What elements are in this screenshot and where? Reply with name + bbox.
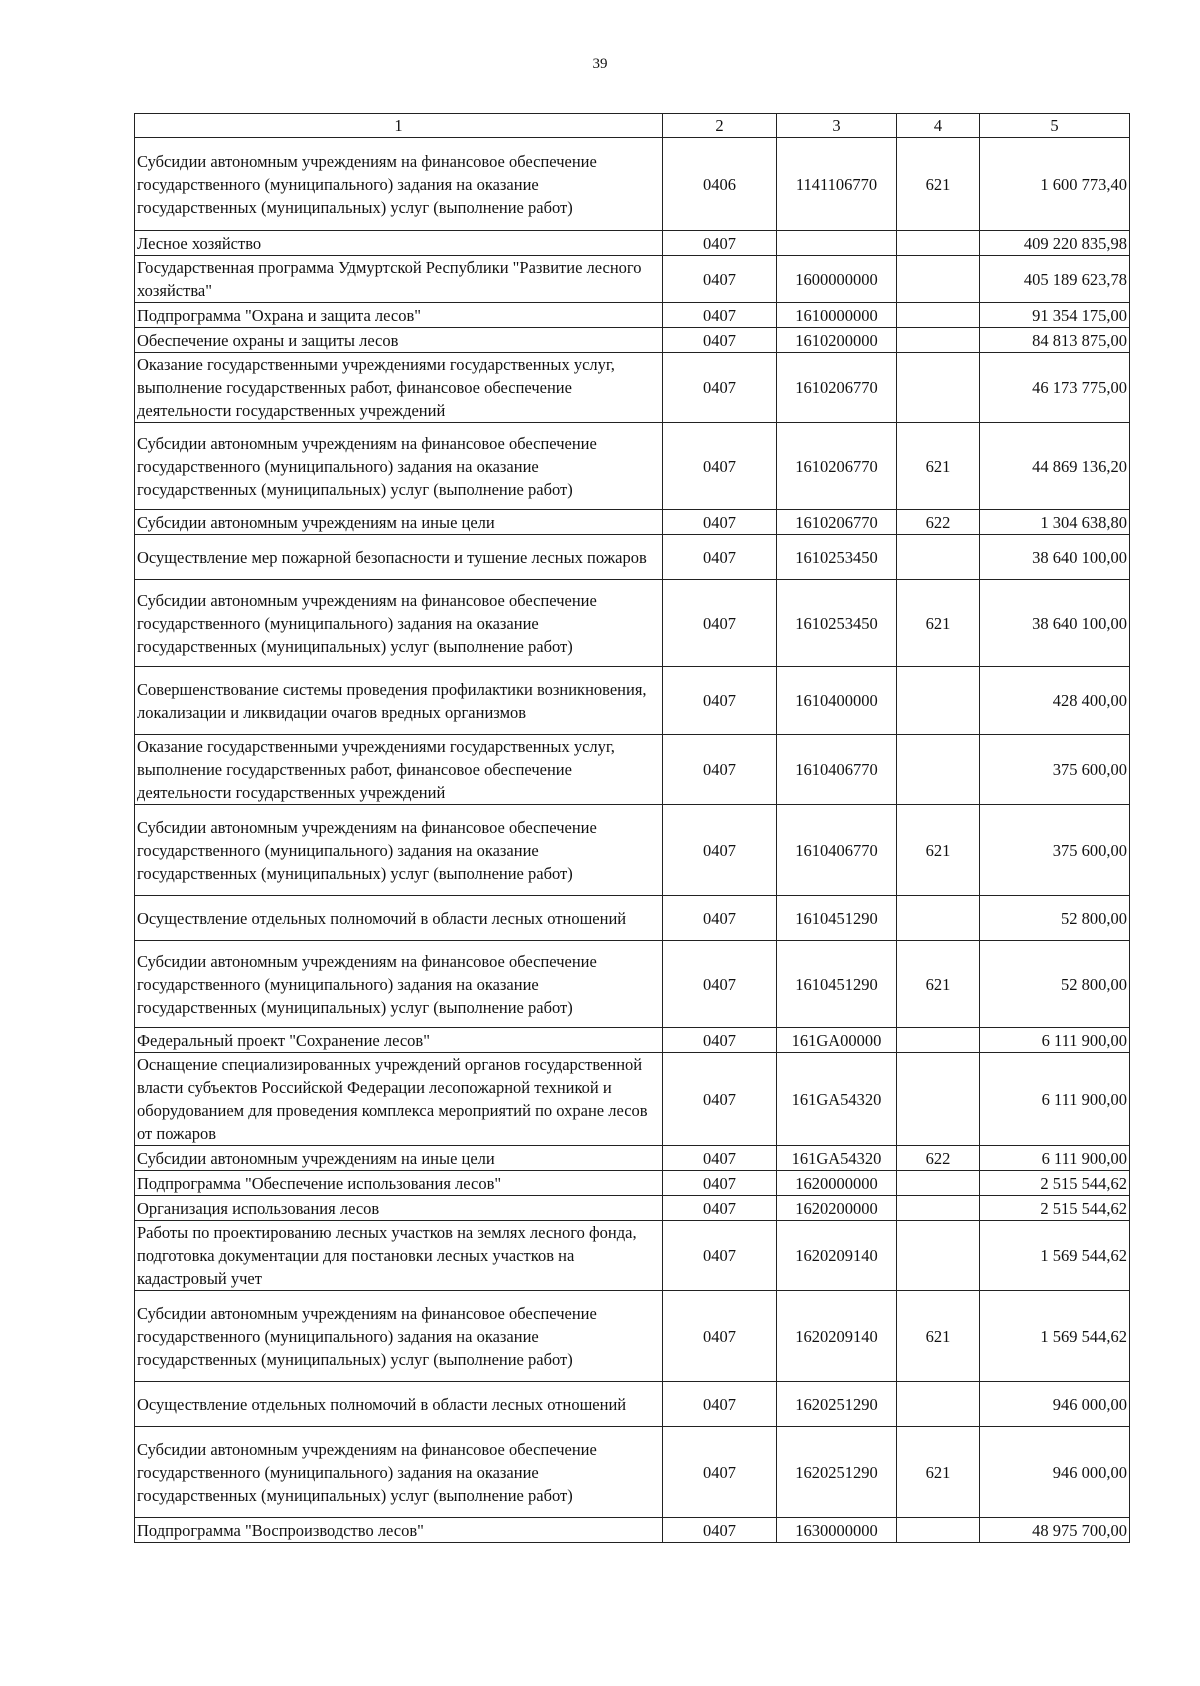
row-expense-type: 621 <box>897 805 980 896</box>
row-section-code: 0407 <box>663 328 777 353</box>
row-target-code: 1610000000 <box>777 303 897 328</box>
table-row <box>135 1028 1130 1053</box>
table-row <box>135 1291 1130 1382</box>
table-row <box>135 535 1130 580</box>
row-section-code: 0407 <box>663 1427 777 1518</box>
row-name: Субсидии автономным учреждениям на финансовое обеспечение государственного (муниципального) задания на оказание государственных (муниципальных) услуг (выполнение работ) <box>135 1427 663 1518</box>
row-amount: 38 640 100,00 <box>980 580 1130 667</box>
row-target-code: 161GA54320 <box>777 1146 897 1171</box>
column-header-5: 5 <box>980 114 1130 138</box>
row-amount: 6 111 900,00 <box>980 1028 1130 1053</box>
row-name: Лесное хозяйство <box>135 231 663 256</box>
row-expense-type <box>897 256 980 303</box>
row-target-code: 1610406770 <box>777 805 897 896</box>
row-section-code: 0407 <box>663 805 777 896</box>
table-row <box>135 256 1130 303</box>
row-amount: 409 220 835,98 <box>980 231 1130 256</box>
row-expense-type <box>897 231 980 256</box>
row-amount: 946 000,00 <box>980 1427 1130 1518</box>
row-amount: 44 869 136,20 <box>980 423 1130 510</box>
row-section-code: 0406 <box>663 138 777 231</box>
row-name: Обеспечение охраны и защиты лесов <box>135 328 663 353</box>
table-row <box>135 138 1130 231</box>
row-section-code: 0407 <box>663 1171 777 1196</box>
row-amount: 405 189 623,78 <box>980 256 1130 303</box>
table-row <box>135 1382 1130 1427</box>
row-name: Подпрограмма "Охрана и защита лесов" <box>135 303 663 328</box>
row-name: Субсидии автономным учреждениям на иные цели <box>135 510 663 535</box>
row-target-code: 1141106770 <box>777 138 897 231</box>
row-target-code: 1610253450 <box>777 535 897 580</box>
row-amount: 2 515 544,62 <box>980 1171 1130 1196</box>
row-amount: 1 569 544,62 <box>980 1291 1130 1382</box>
table-row <box>135 303 1130 328</box>
row-expense-type <box>897 1221 980 1291</box>
row-amount: 91 354 175,00 <box>980 303 1130 328</box>
row-amount: 6 111 900,00 <box>980 1053 1130 1146</box>
row-name: Государственная программа Удмуртской Республики "Развитие лесного хозяйства" <box>135 256 663 303</box>
table-row <box>135 353 1130 423</box>
table-row <box>135 805 1130 896</box>
row-amount: 1 569 544,62 <box>980 1221 1130 1291</box>
row-section-code: 0407 <box>663 1291 777 1382</box>
table-row <box>135 423 1130 510</box>
row-name: Оснащение специализированных учреждений органов государственной власти субъектов Российской Федерации лесопожарной техникой и оборудованием для проведения комплекса мероприятий по охране лесов от пожаров <box>135 1053 663 1146</box>
row-section-code: 0407 <box>663 1221 777 1291</box>
row-amount: 1 304 638,80 <box>980 510 1130 535</box>
column-header-3: 3 <box>777 114 897 138</box>
table-row <box>135 1221 1130 1291</box>
row-section-code: 0407 <box>663 896 777 941</box>
row-amount: 375 600,00 <box>980 805 1130 896</box>
row-target-code: 1620200000 <box>777 1196 897 1221</box>
row-name: Оказание государственными учреждениями государственных услуг, выполнение государственных работ, финансовое обеспечение деятельности государственных учреждений <box>135 735 663 805</box>
row-target-code: 1610206770 <box>777 510 897 535</box>
row-amount: 46 173 775,00 <box>980 353 1130 423</box>
row-name: Осуществление отдельных полномочий в области лесных отношений <box>135 1382 663 1427</box>
row-section-code: 0407 <box>663 941 777 1028</box>
budget-table <box>134 113 1130 1543</box>
row-name: Федеральный проект "Сохранение лесов" <box>135 1028 663 1053</box>
row-amount: 38 640 100,00 <box>980 535 1130 580</box>
row-expense-type <box>897 735 980 805</box>
row-section-code: 0407 <box>663 735 777 805</box>
table-row <box>135 1053 1130 1146</box>
row-amount: 52 800,00 <box>980 896 1130 941</box>
row-name: Совершенствование системы проведения профилактики возникновения, локализации и ликвидации очагов вредных организмов <box>135 667 663 735</box>
row-amount: 375 600,00 <box>980 735 1130 805</box>
row-name: Субсидии автономным учреждениям на финансовое обеспечение государственного (муниципального) задания на оказание государственных (муниципальных) услуг (выполнение работ) <box>135 1291 663 1382</box>
row-name: Субсидии автономным учреждениям на финансовое обеспечение государственного (муниципального) задания на оказание государственных (муниципальных) услуг (выполнение работ) <box>135 423 663 510</box>
row-target-code: 1620209140 <box>777 1221 897 1291</box>
row-expense-type: 621 <box>897 423 980 510</box>
table-row <box>135 231 1130 256</box>
row-name: Организация использования лесов <box>135 1196 663 1221</box>
row-expense-type: 621 <box>897 580 980 667</box>
row-name: Осуществление отдельных полномочий в области лесных отношений <box>135 896 663 941</box>
column-header-1: 1 <box>135 114 663 138</box>
row-section-code: 0407 <box>663 1053 777 1146</box>
row-target-code: 161GA54320 <box>777 1053 897 1146</box>
row-target-code: 1620209140 <box>777 1291 897 1382</box>
column-header-2: 2 <box>663 114 777 138</box>
row-target-code: 1610451290 <box>777 941 897 1028</box>
table-row <box>135 580 1130 667</box>
table-row <box>135 328 1130 353</box>
row-expense-type: 621 <box>897 941 980 1028</box>
row-section-code: 0407 <box>663 510 777 535</box>
row-expense-type: 622 <box>897 1146 980 1171</box>
row-amount: 6 111 900,00 <box>980 1146 1130 1171</box>
table-row <box>135 735 1130 805</box>
row-target-code: 1620251290 <box>777 1382 897 1427</box>
table-row <box>135 941 1130 1028</box>
table-row <box>135 1518 1130 1543</box>
row-section-code: 0407 <box>663 1146 777 1171</box>
row-name: Оказание государственными учреждениями государственных услуг, выполнение государственных работ, финансовое обеспечение деятельности государственных учреждений <box>135 353 663 423</box>
row-section-code: 0407 <box>663 231 777 256</box>
row-expense-type: 621 <box>897 1291 980 1382</box>
table-row <box>135 896 1130 941</box>
row-section-code: 0407 <box>663 580 777 667</box>
row-target-code: 1610200000 <box>777 328 897 353</box>
row-name: Осуществление мер пожарной безопасности и тушение лесных пожаров <box>135 535 663 580</box>
row-target-code: 1630000000 <box>777 1518 897 1543</box>
row-section-code: 0407 <box>663 1518 777 1543</box>
row-target-code: 1610253450 <box>777 580 897 667</box>
row-amount: 52 800,00 <box>980 941 1130 1028</box>
row-name: Работы по проектированию лесных участков на землях лесного фонда, подготовка документации для постановки лесных участков на кадастровый учет <box>135 1221 663 1291</box>
row-amount: 2 515 544,62 <box>980 1196 1130 1221</box>
row-name: Субсидии автономным учреждениям на финансовое обеспечение государственного (муниципального) задания на оказание государственных (муниципальных) услуг (выполнение работ) <box>135 138 663 231</box>
row-section-code: 0407 <box>663 1382 777 1427</box>
row-expense-type <box>897 1171 980 1196</box>
row-name: Подпрограмма "Обеспечение использования лесов" <box>135 1171 663 1196</box>
row-section-code: 0407 <box>663 535 777 580</box>
table-row <box>135 510 1130 535</box>
row-expense-type <box>897 303 980 328</box>
row-amount: 1 600 773,40 <box>980 138 1130 231</box>
row-expense-type <box>897 328 980 353</box>
row-target-code: 1610451290 <box>777 896 897 941</box>
row-target-code: 1620000000 <box>777 1171 897 1196</box>
row-expense-type <box>897 1028 980 1053</box>
row-expense-type <box>897 1196 980 1221</box>
row-target-code: 1610206770 <box>777 423 897 510</box>
row-section-code: 0407 <box>663 256 777 303</box>
row-amount: 946 000,00 <box>980 1382 1130 1427</box>
row-expense-type <box>897 535 980 580</box>
row-amount: 48 975 700,00 <box>980 1518 1130 1543</box>
row-name: Подпрограмма "Воспроизводство лесов" <box>135 1518 663 1543</box>
row-target-code: 1620251290 <box>777 1427 897 1518</box>
row-expense-type <box>897 1053 980 1146</box>
row-section-code: 0407 <box>663 1196 777 1221</box>
row-section-code: 0407 <box>663 423 777 510</box>
row-section-code: 0407 <box>663 353 777 423</box>
row-expense-type <box>897 1382 980 1427</box>
table-row <box>135 1427 1130 1518</box>
row-target-code: 1600000000 <box>777 256 897 303</box>
row-amount: 84 813 875,00 <box>980 328 1130 353</box>
row-name: Субсидии автономным учреждениям на финансовое обеспечение государственного (муниципального) задания на оказание государственных (муниципальных) услуг (выполнение работ) <box>135 941 663 1028</box>
row-name: Субсидии автономным учреждениям на финансовое обеспечение государственного (муниципального) задания на оказание государственных (муниципальных) услуг (выполнение работ) <box>135 580 663 667</box>
row-target-code: 1610406770 <box>777 735 897 805</box>
column-header-4: 4 <box>897 114 980 138</box>
row-target-code <box>777 231 897 256</box>
row-expense-type <box>897 667 980 735</box>
row-expense-type: 621 <box>897 138 980 231</box>
row-section-code: 0407 <box>663 1028 777 1053</box>
row-expense-type <box>897 1518 980 1543</box>
row-expense-type: 622 <box>897 510 980 535</box>
page-number: 39 <box>592 56 608 72</box>
row-name: Субсидии автономным учреждениям на финансовое обеспечение государственного (муниципального) задания на оказание государственных (муниципальных) услуг (выполнение работ) <box>135 805 663 896</box>
table-row <box>135 1196 1130 1221</box>
row-section-code: 0407 <box>663 667 777 735</box>
row-expense-type <box>897 896 980 941</box>
table-row <box>135 667 1130 735</box>
header-row <box>135 114 1130 138</box>
row-target-code: 1610206770 <box>777 353 897 423</box>
row-expense-type: 621 <box>897 1427 980 1518</box>
table-row <box>135 1146 1130 1171</box>
row-name: Субсидии автономным учреждениям на иные цели <box>135 1146 663 1171</box>
row-target-code: 161GA00000 <box>777 1028 897 1053</box>
table-row <box>135 1171 1130 1196</box>
row-expense-type <box>897 353 980 423</box>
row-target-code: 1610400000 <box>777 667 897 735</box>
row-section-code: 0407 <box>663 303 777 328</box>
row-amount: 428 400,00 <box>980 667 1130 735</box>
